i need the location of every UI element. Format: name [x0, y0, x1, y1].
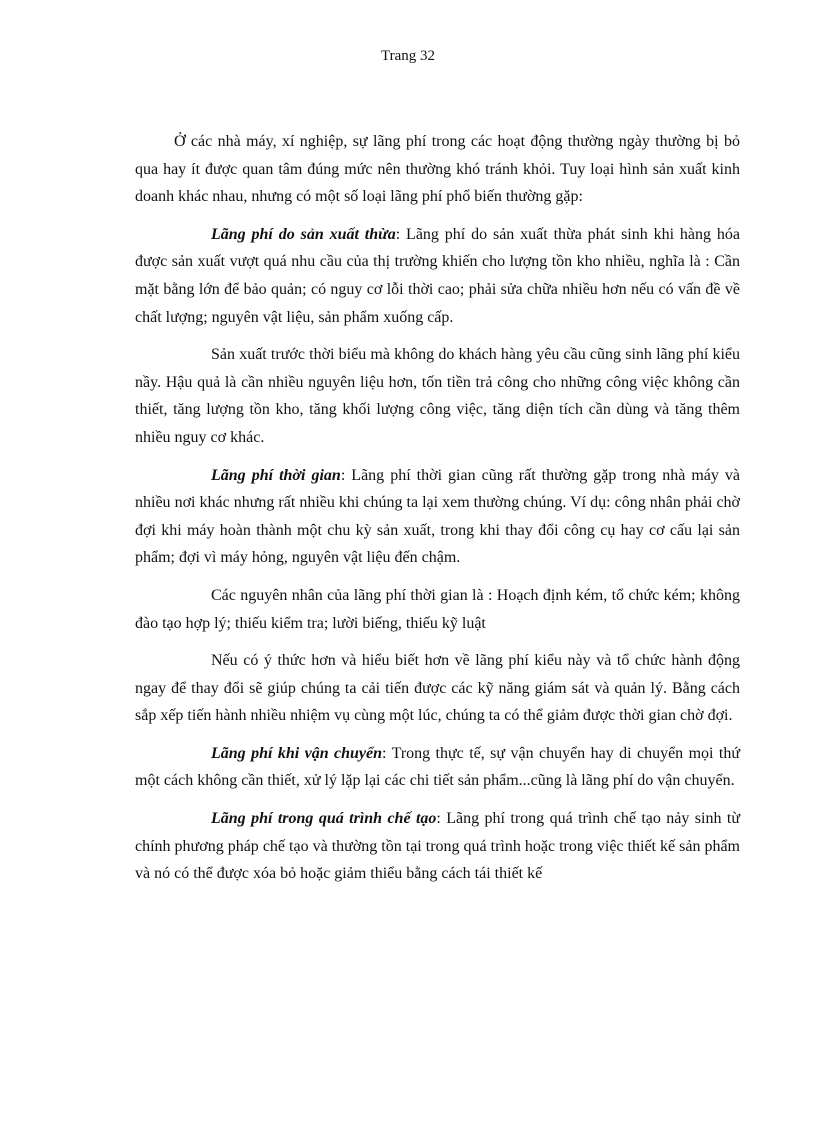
- term-heading: Lãng phí do sản xuất thừa: [211, 225, 396, 243]
- paragraph-text: : Trong thực tế, sự vận chuyển hay di chuyển mọi thứ một cách không cần thiết, xử lý lặp lại các chi tiết sản phẩm...cũng là lãng phí do vận chuyển.: [135, 744, 741, 790]
- paragraph-time-waste-causes: [135, 582, 740, 637]
- paragraph-transport-waste: [135, 740, 740, 795]
- paragraph-text: : Lãng phí thời gian cũng rất thường gặp trong nhà máy và nhiều nơi khác nhưng rất nhiều khi chúng ta lại xem thường chúng. Ví dụ: công nhân phải chờ đợi khi máy hoàn thành một chu kỳ sản xuất, trong khi thay đổi công cụ hay cơ cấu lại sản phẩm; đợi vì máy hỏng, nguyên vật liệu đến chậm.: [135, 466, 741, 567]
- paragraph-time-waste-improvement: [135, 647, 740, 730]
- document-body: [135, 128, 740, 898]
- paragraph-time-waste: [135, 462, 740, 572]
- paragraph-overproduction-detail: [135, 341, 740, 451]
- paragraph-text: Ở các nhà máy, xí nghiệp, sự lãng phí trong các hoạt động thường ngày thường bị bỏ qua hay ít được quan tâm đúng mức nên thường khó tránh khỏi. Tuy loại hình sản xuất kinh doanh khác nhau, nhưng có một số loại lãng phí phổ biến thường gặp:: [135, 133, 740, 206]
- term-heading: Lãng phí khi vận chuyển: [211, 744, 383, 762]
- paragraph-overproduction: [135, 221, 740, 331]
- paragraph-text: Các nguyên nhân của lãng phí thời gian là : Hoạch định kém, tổ chức kém; không đào tạo hợp lý; thiếu kiểm tra; lười biếng, thiếu kỹ luật: [135, 586, 740, 632]
- paragraph-text: : Lãng phí do sản xuất thừa phát sinh khi hàng hóa được sản xuất vượt quá nhu cầu của thị trường khiến cho lượng tồn kho nhiều, nghĩa là : Cần mặt bằng lớn để bảo quản; có nguy cơ lỗi thời cao; phải sửa chữa nhiều hơn nếu có vấn đề về chất lượng; nguyên vật liệu, sản phẩm xuống cấp.: [135, 225, 740, 326]
- term-heading: Lãng phí thời gian: [211, 466, 341, 484]
- term-heading: Lãng phí trong quá trình chế tạo: [211, 810, 437, 828]
- page-number: Trang 32: [380, 48, 436, 64]
- paragraph-process-waste: [135, 805, 740, 888]
- paragraph-text: Nếu có ý thức hơn và hiểu biết hơn về lãng phí kiểu này và tổ chức hành động ngay để thay đổi sẽ giúp chúng ta cải tiến được các kỹ năng giám sát và quản lý. Bằng cách sắp xếp tiến hành nhiều nhiệm vụ cùng một lúc, chúng ta có thể giảm được thời gian chờ đợi.: [135, 652, 740, 725]
- paragraph-intro: [135, 128, 740, 211]
- paragraph-text: Sản xuất trước thời biểu mà không do khách hàng yêu cầu cũng sinh lãng phí kiểu nầy. Hậu quả là cần nhiều nguyên liệu hơn, tốn tiền trả công cho những công việc không cần thiết, tăng lượng tồn kho, tăng khối lượng công việc, tăng diện tích cần dùng và tăng thêm nhiều nguy cơ khác.: [135, 346, 740, 446]
- paragraph-text: : Lãng phí trong quá trình chế tạo nảy sinh từ chính phương pháp chế tạo và thường tồn tại trong quá trình hoặc trong việc thiết kế sản phẩm và nó có thể được xóa bỏ hoặc giảm thiểu bằng cách tái thiết kế: [135, 810, 740, 883]
